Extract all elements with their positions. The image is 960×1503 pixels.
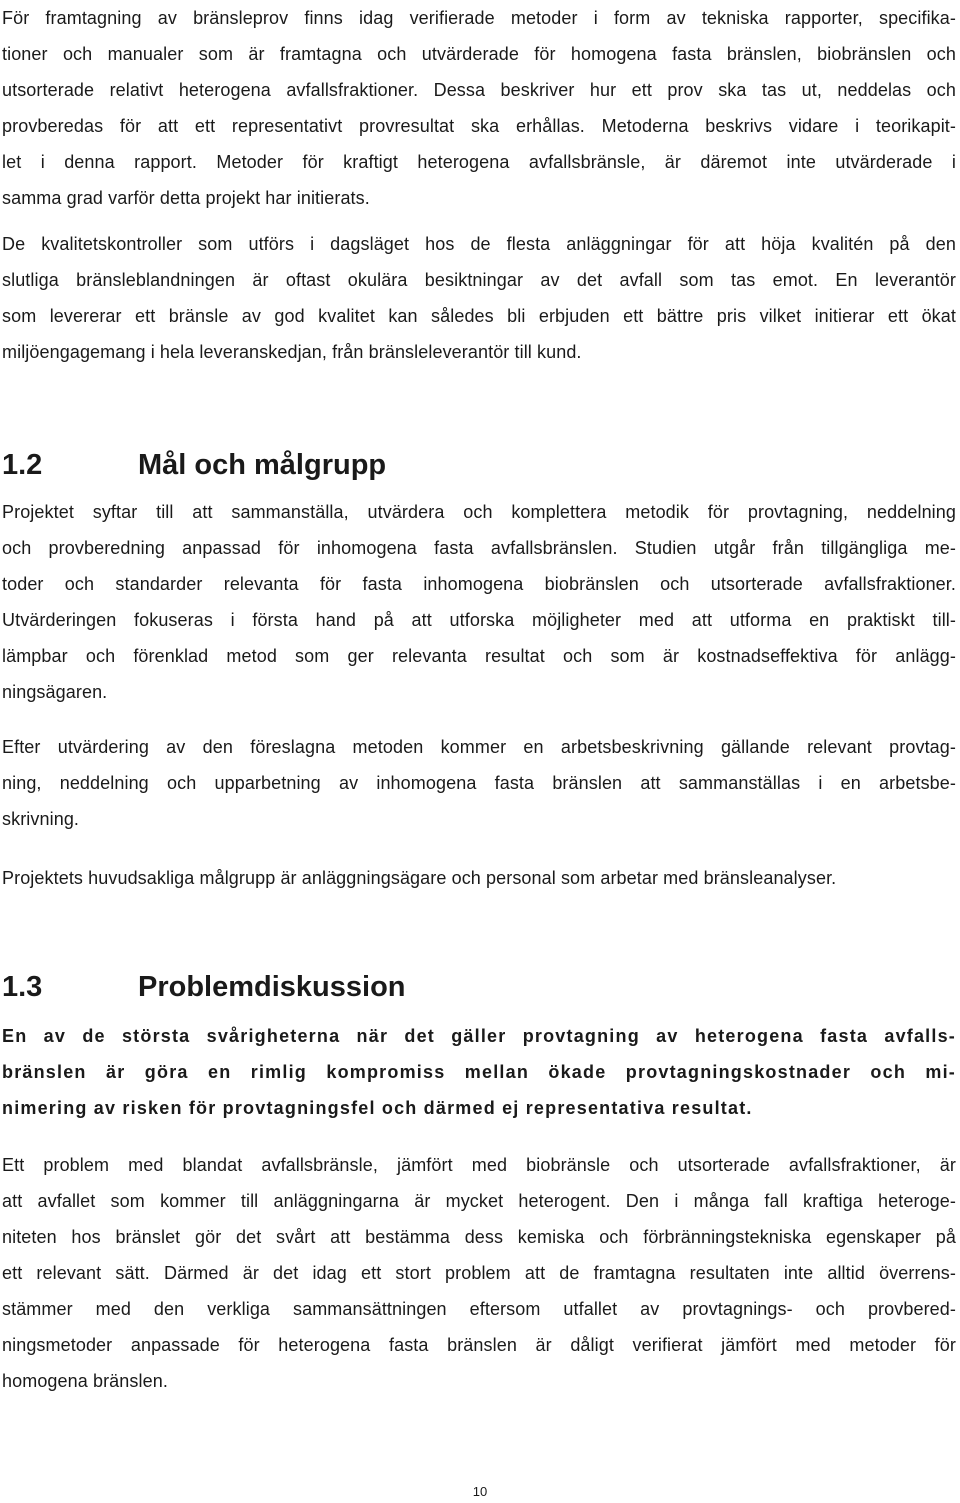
section-heading-1-2	[2, 449, 386, 482]
paragraph-problem	[2, 1147, 956, 1399]
text-line: utsorterade relativt heterogena avfallsfraktioner. Dessa beskriver hur ett prov ska tas ut, neddelas och	[2, 80, 956, 100]
text-line: ett relevant sätt. Därmed är det idag ett stort problem att de framtagna resultaten inte alltid överrens-	[2, 1263, 956, 1283]
text-line: miljöengagemang i hela leveranskedjan, från bränsleleverantör till kund.	[2, 342, 582, 362]
text-line: att avfallet som kommer till anläggningarna är mycket heterogent. Den i många fall kraftiga heteroge-	[2, 1191, 956, 1211]
section-heading-1-3	[2, 971, 406, 1004]
section-number: 1.3	[2, 971, 43, 1003]
section-title: Problemdiskussion	[138, 971, 406, 1003]
section-title: Mål och målgrupp	[138, 449, 387, 481]
text-line: De kvalitetskontroller som utförs i dagsläget hos de flesta anläggningar för att höja kvalitén på den	[2, 234, 956, 254]
text-line: Utvärderingen fokuseras i första hand på att utforska möjligheter med att utforma en praktiskt till-	[2, 610, 956, 630]
text-line: skrivning.	[2, 809, 80, 829]
text-line: Projektet syftar till att sammanställa, utvärdera och komplettera metodik för provtagning, neddelning	[2, 502, 956, 522]
text-line: Ett problem med blandat avfallsbränsle, jämfört med biobränsle och utsorterade avfallsfraktioner, är	[2, 1155, 956, 1175]
text-line: som levererar ett bränsle av god kvalitet kan således bli erbjuden ett bättre pris vilket initierar ett ökat	[2, 306, 956, 326]
text-line: tioner och manualer som är framtagna och utvärderade för homogena fasta bränslen, biobränslen och	[2, 44, 956, 64]
text-line: bränslen är göra en rimlig kompromiss mellan ökade provtagningskostnader och mi-	[2, 1062, 956, 1082]
text-line: Efter utvärdering av den föreslagna metoden kommer en arbetsbeskrivning gällande relevant provtag-	[2, 737, 956, 757]
text-line: toder och standarder relevanta för fasta inhomogena biobränslen och utsorterade avfallsfraktioner.	[2, 574, 956, 594]
text-line: och provberedning anpassad för inhomogena fasta avfallsbränslen. Studien utgår från tillgängliga me-	[2, 538, 956, 558]
text-line: lämpbar och förenklad metod som ger relevanta resultat och som är kostnadseffektiva för anlägg-	[2, 646, 956, 666]
paragraph-target-group	[2, 860, 956, 896]
text-line: niteten hos bränslet gör det svårt att bestämma dess kemiska och förbränningstekniska egenskaper på	[2, 1227, 956, 1247]
text-line: nimering av risken för provtagningsfel och därmed ej representativa resultat.	[2, 1098, 753, 1118]
paragraph-project-aim	[2, 494, 956, 710]
text-line: ningsmetoder anpassade för heterogena fasta bränslen är dåligt verifierat jämfört med metoder för	[2, 1335, 956, 1355]
text-line: För framtagning av bränsleprov finns idag verifierade metoder i form av tekniska rapporter, specifika-	[2, 8, 956, 28]
text-line: let i denna rapport. Metoder för kraftigt heterogena avfallsbränsle, är däremot inte utvärderade i	[2, 152, 956, 172]
text-line: ningsägaren.	[2, 682, 108, 702]
paragraph-quality-control	[2, 226, 956, 370]
section-number: 1.2	[2, 449, 43, 481]
paragraph-work-description	[2, 729, 956, 837]
text-line: slutliga bränsleblandningen är oftast okulära besiktningar av det avfall som tas emot. En leverantör	[2, 270, 956, 290]
text-line: stämmer med den verkliga sammansättningen eftersom utfallet av provtagnings- och provbered-	[2, 1299, 956, 1319]
paragraph-intro	[2, 0, 956, 216]
text-line: provberedas för att ett representativt provresultat ska erhållas. Metoderna beskrivs vidare i teorikapit-	[2, 116, 956, 136]
text-line: samma grad varför detta projekt har initierats.	[2, 188, 370, 208]
lead-paragraph	[2, 1018, 956, 1126]
text-line: homogena bränslen.	[2, 1371, 168, 1391]
page-number: 10	[472, 1484, 488, 1499]
text-line: En av de största svårigheterna när det gäller provtagning av heterogena fasta avfalls-	[2, 1026, 956, 1046]
text-line: Projektets huvudsakliga målgrupp är anläggningsägare och personal som arbetar med bränsleanalyser.	[2, 868, 837, 888]
text-line: ning, neddelning och upparbetning av inhomogena fasta bränslen att sammanställas i en arbetsbe-	[2, 773, 956, 793]
